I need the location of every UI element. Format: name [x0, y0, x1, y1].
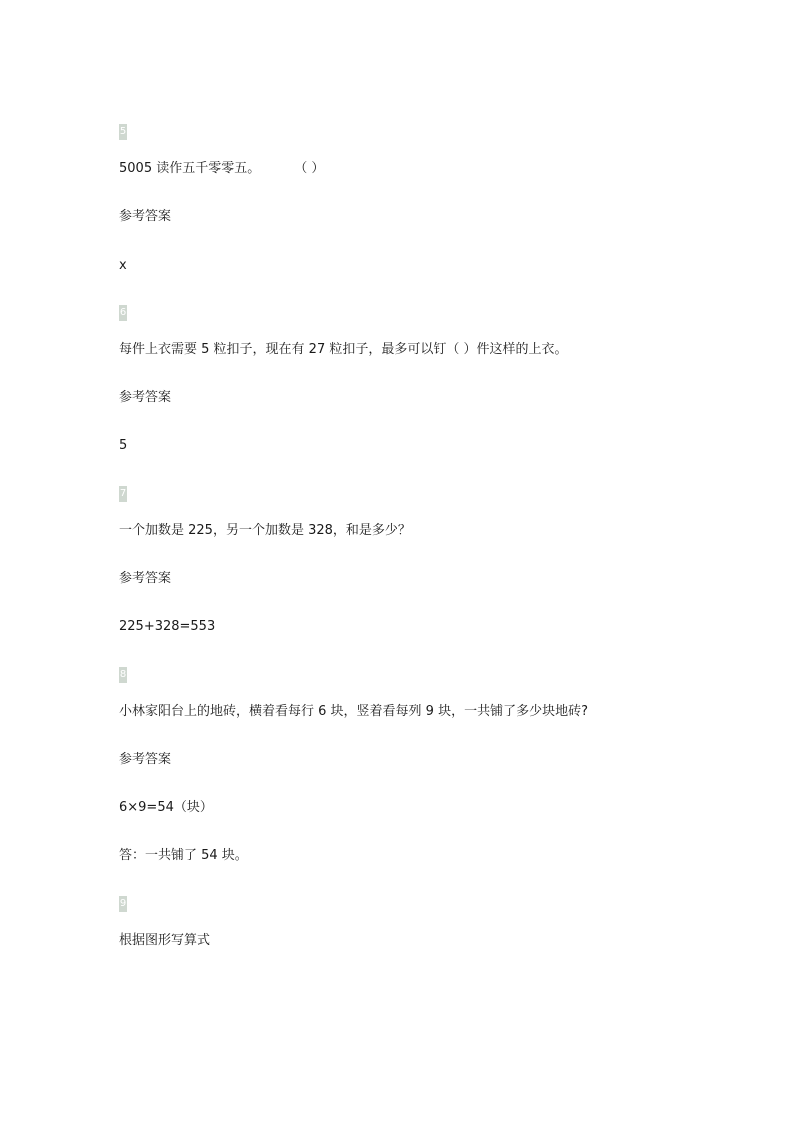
question-text: 根据图形写算式: [119, 933, 211, 948]
answer-label: 参考答案: [119, 752, 172, 767]
answer-text: 225+328=553: [119, 619, 216, 634]
answer-label: 参考答案: [119, 209, 172, 224]
question-text: [119, 160, 324, 178]
answer-label: 参考答案: [119, 390, 172, 405]
answer-text: 6×9=54（块）: [119, 800, 213, 815]
answer-text: 5: [119, 438, 128, 453]
question-text: 一个加数是 225，另一个加数是 328，和是多少？: [119, 523, 411, 538]
question-text: 小林家阳台上的地砖，横着看每行 6 块，竖着看每列 9 块，一共铺了多少块地砖?: [119, 704, 588, 719]
answer-text: 答：一共铺了 54 块。: [119, 848, 248, 863]
answer-label: 参考答案: [119, 571, 172, 586]
question-number-badge: 7: [119, 486, 127, 502]
question-number-badge: 6: [119, 305, 127, 321]
question-number-badge: 5: [119, 124, 127, 140]
question-text: 每件上衣需要 5 粒扣子，现在有 27 粒扣子，最多可以钉（ ）件这样的上衣。: [119, 342, 568, 357]
question-number-badge: 9: [119, 896, 127, 912]
question-number-badge: 8: [119, 667, 127, 683]
answer-text: x: [119, 258, 127, 273]
question-statement: 5005 读作五千零零五。: [119, 161, 261, 176]
answer-bracket: （ ）: [294, 161, 325, 176]
